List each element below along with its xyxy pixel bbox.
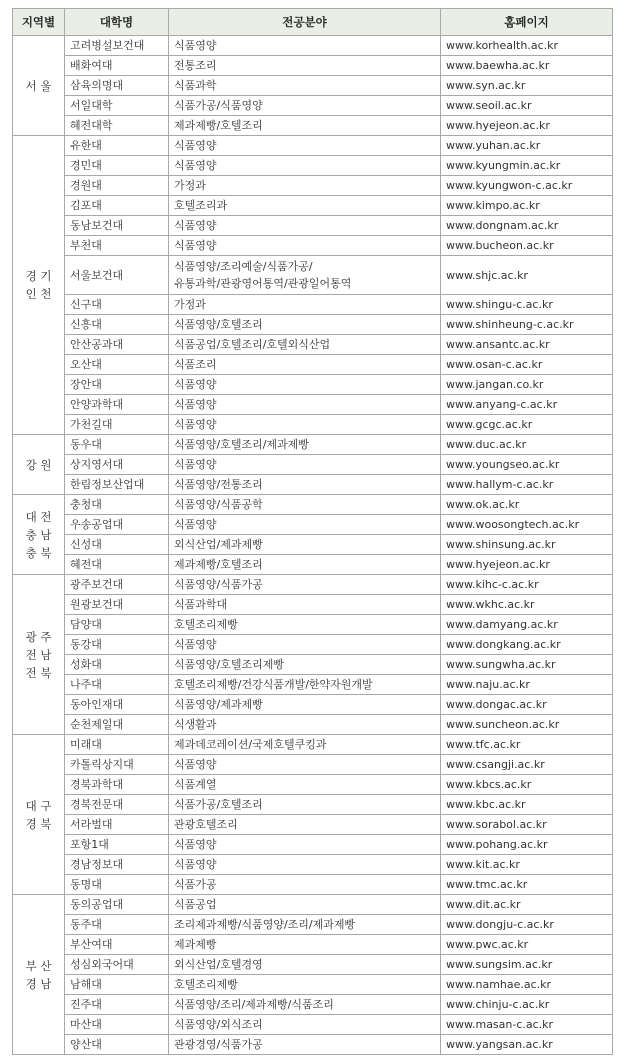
region-label: 경 남 bbox=[25, 976, 52, 991]
header-university: 대학명 bbox=[65, 9, 169, 36]
region-cell bbox=[13, 575, 65, 735]
homepage-cell: www.yangsan.ac.kr bbox=[441, 1035, 613, 1055]
table-row bbox=[13, 875, 613, 895]
major-cell: 식품영양 bbox=[169, 216, 441, 236]
homepage-cell: www.chinju-c.ac.kr bbox=[441, 995, 613, 1015]
region-cell bbox=[13, 895, 65, 1055]
university-name-cell: 동주대 bbox=[65, 915, 169, 935]
university-name-cell: 서라벌대 bbox=[65, 815, 169, 835]
major-cell: 관광호텔조리 bbox=[169, 815, 441, 835]
region-label: 대 전 bbox=[25, 509, 52, 524]
table-row bbox=[13, 555, 613, 575]
table-row bbox=[13, 455, 613, 475]
table-row bbox=[13, 216, 613, 236]
homepage-cell: www.ok.ac.kr bbox=[441, 495, 613, 515]
homepage-cell: www.jangan.co.kr bbox=[441, 375, 613, 395]
homepage-cell: www.sungsim.ac.kr bbox=[441, 955, 613, 975]
table-row bbox=[13, 355, 613, 375]
homepage-cell: www.kyungwon-c.ac.kr bbox=[441, 176, 613, 196]
homepage-cell: www.kbcs.ac.kr bbox=[441, 775, 613, 795]
table-row bbox=[13, 955, 613, 975]
major-cell: 제과제빵/호텔조리 bbox=[169, 555, 441, 575]
table-row bbox=[13, 495, 613, 515]
region-label: 전 남 bbox=[25, 647, 52, 662]
table-row bbox=[13, 96, 613, 116]
major-cell: 식품영양/식품공학 bbox=[169, 495, 441, 515]
homepage-cell: www.dongac.ac.kr bbox=[441, 695, 613, 715]
homepage-cell: www.kimpo.ac.kr bbox=[441, 196, 613, 216]
homepage-cell: www.naju.ac.kr bbox=[441, 675, 613, 695]
major-cell: 식품영양/외식조리 bbox=[169, 1015, 441, 1035]
region-cell bbox=[13, 36, 65, 136]
university-name-cell: 경원대 bbox=[65, 176, 169, 196]
major-cell: 제과제빵 bbox=[169, 935, 441, 955]
major-cell: 식품영양 bbox=[169, 515, 441, 535]
university-name-cell: 가천길대 bbox=[65, 415, 169, 435]
homepage-cell: www.shingu-c.ac.kr bbox=[441, 295, 613, 315]
major-cell: 식품영양 bbox=[169, 835, 441, 855]
table-row bbox=[13, 395, 613, 415]
homepage-cell: www.shinheung-c.ac.kr bbox=[441, 315, 613, 335]
major-cell: 식품영양/호텔조리/제과제빵 bbox=[169, 435, 441, 455]
homepage-cell: www.hyejeon.ac.kr bbox=[441, 555, 613, 575]
university-name-cell: 삼육의명대 bbox=[65, 76, 169, 96]
university-name-cell: 부천대 bbox=[65, 236, 169, 256]
major-cell: 제과데코레이션/국제호텔쿠킹과 bbox=[169, 735, 441, 755]
major-cell: 호텔조리제빵 bbox=[169, 615, 441, 635]
homepage-cell: www.shinsung.ac.kr bbox=[441, 535, 613, 555]
table-row bbox=[13, 855, 613, 875]
table-row bbox=[13, 1015, 613, 1035]
table-row bbox=[13, 775, 613, 795]
homepage-cell: www.gcgc.ac.kr bbox=[441, 415, 613, 435]
university-name-cell: 순천제일대 bbox=[65, 715, 169, 735]
table-row bbox=[13, 475, 613, 495]
homepage-cell: www.ansantc.ac.kr bbox=[441, 335, 613, 355]
major-cell: 식품영양/호텔조리 bbox=[169, 315, 441, 335]
major-cell: 식품공업/호텔조리/호텔외식산업 bbox=[169, 335, 441, 355]
region-cell bbox=[13, 435, 65, 495]
homepage-cell: www.wkhc.ac.kr bbox=[441, 595, 613, 615]
university-name-cell: 양산대 bbox=[65, 1035, 169, 1055]
header-region: 지역별 bbox=[13, 9, 65, 36]
major-cell: 식품영양 bbox=[169, 36, 441, 56]
university-name-cell: 포항1대 bbox=[65, 835, 169, 855]
homepage-cell: www.tmc.ac.kr bbox=[441, 875, 613, 895]
homepage-cell: www.seoil.ac.kr bbox=[441, 96, 613, 116]
homepage-cell: www.pwc.ac.kr bbox=[441, 935, 613, 955]
region-cell bbox=[13, 136, 65, 435]
university-name-cell: 동의공업대 bbox=[65, 895, 169, 915]
table-body bbox=[13, 36, 613, 1055]
homepage-cell: www.dongju-c.ac.kr bbox=[441, 915, 613, 935]
table-row bbox=[13, 695, 613, 715]
university-name-cell: 안산공과대 bbox=[65, 335, 169, 355]
table-row bbox=[13, 415, 613, 435]
university-name-cell: 경남정보대 bbox=[65, 855, 169, 875]
homepage-cell: www.tfc.ac.kr bbox=[441, 735, 613, 755]
homepage-cell: www.kbc.ac.kr bbox=[441, 795, 613, 815]
major-cell: 식품과학 bbox=[169, 76, 441, 96]
table-row bbox=[13, 575, 613, 595]
university-name-cell: 경민대 bbox=[65, 156, 169, 176]
homepage-cell: www.damyang.ac.kr bbox=[441, 615, 613, 635]
region-label: 부 산 bbox=[25, 958, 52, 973]
university-name-cell: 동남보건대 bbox=[65, 216, 169, 236]
major-cell: 식생활과 bbox=[169, 715, 441, 735]
header-row bbox=[13, 9, 613, 36]
major-cell: 식품영양 bbox=[169, 395, 441, 415]
region-cell bbox=[13, 735, 65, 895]
region-label: 전 북 bbox=[25, 665, 52, 680]
university-name-cell: 신흥대 bbox=[65, 315, 169, 335]
major-cell: 식품영양/조리/제과제빵/식품조리 bbox=[169, 995, 441, 1015]
university-name-cell: 오산대 bbox=[65, 355, 169, 375]
university-name-cell: 신성대 bbox=[65, 535, 169, 555]
university-table bbox=[12, 8, 613, 1055]
university-name-cell: 광주보건대 bbox=[65, 575, 169, 595]
major-cell: 식품영양 bbox=[169, 455, 441, 475]
university-name-cell: 서울보건대 bbox=[65, 256, 169, 295]
university-name-cell: 미래대 bbox=[65, 735, 169, 755]
table-row bbox=[13, 535, 613, 555]
major-cell: 식품영양/제과제빵 bbox=[169, 695, 441, 715]
major-cell: 식품영양/조리예술/식품가공/ 유통과학/관광영어통역/관광일어통역 bbox=[169, 256, 441, 295]
header-major: 전공분야 bbox=[169, 9, 441, 36]
table-row bbox=[13, 995, 613, 1015]
table-header bbox=[13, 9, 613, 36]
university-name-cell: 성심외국어대 bbox=[65, 955, 169, 975]
major-cell: 식품공업 bbox=[169, 895, 441, 915]
major-cell: 관광경영/식품가공 bbox=[169, 1035, 441, 1055]
university-name-cell: 장안대 bbox=[65, 375, 169, 395]
university-name-cell: 우송공업대 bbox=[65, 515, 169, 535]
homepage-cell: www.sungwha.ac.kr bbox=[441, 655, 613, 675]
homepage-cell: www.masan-c.ac.kr bbox=[441, 1015, 613, 1035]
table-row bbox=[13, 36, 613, 56]
major-cell: 전통조리 bbox=[169, 56, 441, 76]
major-cell: 식품가공 bbox=[169, 875, 441, 895]
major-cell: 제과제빵/호텔조리 bbox=[169, 116, 441, 136]
region-label: 대 구 bbox=[25, 798, 52, 813]
homepage-cell: www.youngseo.ac.kr bbox=[441, 455, 613, 475]
region-label: 충 북 bbox=[25, 545, 52, 560]
university-name-cell: 담양대 bbox=[65, 615, 169, 635]
major-cell: 식품영양 bbox=[169, 855, 441, 875]
major-cell: 식품영양/호텔조리제빵 bbox=[169, 655, 441, 675]
university-name-cell: 혜전대학 bbox=[65, 116, 169, 136]
homepage-cell: www.namhae.ac.kr bbox=[441, 975, 613, 995]
major-cell: 식품영양 bbox=[169, 755, 441, 775]
major-cell: 외식산업/제과제빵 bbox=[169, 535, 441, 555]
table-row bbox=[13, 176, 613, 196]
homepage-cell: www.woosongtech.ac.kr bbox=[441, 515, 613, 535]
region-label: 강 원 bbox=[25, 457, 52, 472]
homepage-cell: www.dongnam.ac.kr bbox=[441, 216, 613, 236]
homepage-cell: www.shjc.ac.kr bbox=[441, 256, 613, 295]
major-cell: 식품영양 bbox=[169, 236, 441, 256]
table-row bbox=[13, 975, 613, 995]
table-row bbox=[13, 895, 613, 915]
homepage-cell: www.suncheon.ac.kr bbox=[441, 715, 613, 735]
table-row bbox=[13, 515, 613, 535]
major-cell: 식품영양/전통조리 bbox=[169, 475, 441, 495]
table-row bbox=[13, 795, 613, 815]
university-name-cell: 경북전문대 bbox=[65, 795, 169, 815]
university-name-cell: 동우대 bbox=[65, 435, 169, 455]
region-label: 광 주 bbox=[25, 629, 52, 644]
table-row bbox=[13, 76, 613, 96]
homepage-cell: www.pohang.ac.kr bbox=[441, 835, 613, 855]
university-name-cell: 서일대학 bbox=[65, 96, 169, 116]
major-cell: 식품영양 bbox=[169, 415, 441, 435]
university-name-cell: 신구대 bbox=[65, 295, 169, 315]
region-label: 경 기 bbox=[25, 269, 52, 283]
homepage-cell: www.korhealth.ac.kr bbox=[441, 36, 613, 56]
major-cell: 식품가공/호텔조리 bbox=[169, 795, 441, 815]
homepage-cell: www.kyungmin.ac.kr bbox=[441, 156, 613, 176]
homepage-cell: www.dit.ac.kr bbox=[441, 895, 613, 915]
table-row bbox=[13, 615, 613, 635]
table-row bbox=[13, 1035, 613, 1055]
table-row bbox=[13, 595, 613, 615]
university-name-cell: 카톨릭상지대 bbox=[65, 755, 169, 775]
region-cell bbox=[13, 495, 65, 575]
table-row bbox=[13, 256, 613, 295]
major-cell: 식품영양 bbox=[169, 156, 441, 176]
table-row bbox=[13, 156, 613, 176]
table-row bbox=[13, 675, 613, 695]
major-cell: 식품계열 bbox=[169, 775, 441, 795]
major-cell: 식품과학대 bbox=[169, 595, 441, 615]
table-row bbox=[13, 295, 613, 315]
homepage-cell: www.csangji.ac.kr bbox=[441, 755, 613, 775]
region-label: 인 천 bbox=[25, 287, 52, 301]
table-row bbox=[13, 435, 613, 455]
university-name-cell: 안양과학대 bbox=[65, 395, 169, 415]
homepage-cell: www.osan-c.ac.kr bbox=[441, 355, 613, 375]
table-row bbox=[13, 375, 613, 395]
table-row bbox=[13, 116, 613, 136]
table-row bbox=[13, 915, 613, 935]
major-cell: 외식산업/호텔경영 bbox=[169, 955, 441, 975]
table-row bbox=[13, 635, 613, 655]
table-row bbox=[13, 655, 613, 675]
homepage-cell: www.anyang-c.ac.kr bbox=[441, 395, 613, 415]
major-cell: 가정과 bbox=[169, 176, 441, 196]
university-name-cell: 충청대 bbox=[65, 495, 169, 515]
table-container bbox=[12, 8, 613, 1055]
university-name-cell: 동강대 bbox=[65, 635, 169, 655]
table-row bbox=[13, 835, 613, 855]
university-name-cell: 고려병설보건대 bbox=[65, 36, 169, 56]
table-row bbox=[13, 196, 613, 216]
university-name-cell: 경북과학대 bbox=[65, 775, 169, 795]
homepage-cell: www.hyejeon.ac.kr bbox=[441, 116, 613, 136]
major-cell: 호텔조리과 bbox=[169, 196, 441, 216]
header-homepage: 홈페이지 bbox=[441, 9, 613, 36]
major-cell: 식품영양 bbox=[169, 136, 441, 156]
region-label: 충 남 bbox=[25, 527, 52, 542]
table-row bbox=[13, 335, 613, 355]
university-name-cell: 혜전대 bbox=[65, 555, 169, 575]
major-cell: 식품영양 bbox=[169, 635, 441, 655]
university-name-cell: 나주대 bbox=[65, 675, 169, 695]
university-name-cell: 동아인재대 bbox=[65, 695, 169, 715]
major-cell: 조리제과제빵/식품영양/조리/제과제빵 bbox=[169, 915, 441, 935]
table-row bbox=[13, 935, 613, 955]
major-cell: 식품영양 bbox=[169, 375, 441, 395]
university-name-cell: 배화여대 bbox=[65, 56, 169, 76]
university-name-cell: 김포대 bbox=[65, 196, 169, 216]
homepage-cell: www.syn.ac.kr bbox=[441, 76, 613, 96]
university-name-cell: 부산여대 bbox=[65, 935, 169, 955]
homepage-cell: www.yuhan.ac.kr bbox=[441, 136, 613, 156]
homepage-cell: www.kihc-c.ac.kr bbox=[441, 575, 613, 595]
homepage-cell: www.kit.ac.kr bbox=[441, 855, 613, 875]
table-row bbox=[13, 236, 613, 256]
university-name-cell: 남해대 bbox=[65, 975, 169, 995]
major-cell: 식품영양/식품가공 bbox=[169, 575, 441, 595]
region-label: 서 울 bbox=[25, 78, 52, 93]
homepage-cell: www.sorabol.ac.kr bbox=[441, 815, 613, 835]
table-row bbox=[13, 136, 613, 156]
table-row bbox=[13, 735, 613, 755]
table-row bbox=[13, 815, 613, 835]
homepage-cell: www.baewha.ac.kr bbox=[441, 56, 613, 76]
major-cell: 가정과 bbox=[169, 295, 441, 315]
university-name-cell: 상지영서대 bbox=[65, 455, 169, 475]
major-cell: 호텔조리제빵/건강식품개발/한약자원개발 bbox=[169, 675, 441, 695]
region-label: 경 북 bbox=[25, 816, 52, 831]
homepage-cell: www.dongkang.ac.kr bbox=[441, 635, 613, 655]
table-row bbox=[13, 755, 613, 775]
homepage-cell: www.duc.ac.kr bbox=[441, 435, 613, 455]
university-name-cell: 진주대 bbox=[65, 995, 169, 1015]
university-name-cell: 유한대 bbox=[65, 136, 169, 156]
table-row bbox=[13, 56, 613, 76]
university-name-cell: 동명대 bbox=[65, 875, 169, 895]
major-cell: 식품조리 bbox=[169, 355, 441, 375]
university-name-cell: 한림정보산업대 bbox=[65, 475, 169, 495]
university-name-cell: 마산대 bbox=[65, 1015, 169, 1035]
university-name-cell: 성화대 bbox=[65, 655, 169, 675]
major-cell: 호텔조리제빵 bbox=[169, 975, 441, 995]
major-cell: 식품가공/식품영양 bbox=[169, 96, 441, 116]
table-row bbox=[13, 315, 613, 335]
homepage-cell: www.bucheon.ac.kr bbox=[441, 236, 613, 256]
table-row bbox=[13, 715, 613, 735]
university-name-cell: 원광보건대 bbox=[65, 595, 169, 615]
homepage-cell: www.hallym-c.ac.kr bbox=[441, 475, 613, 495]
